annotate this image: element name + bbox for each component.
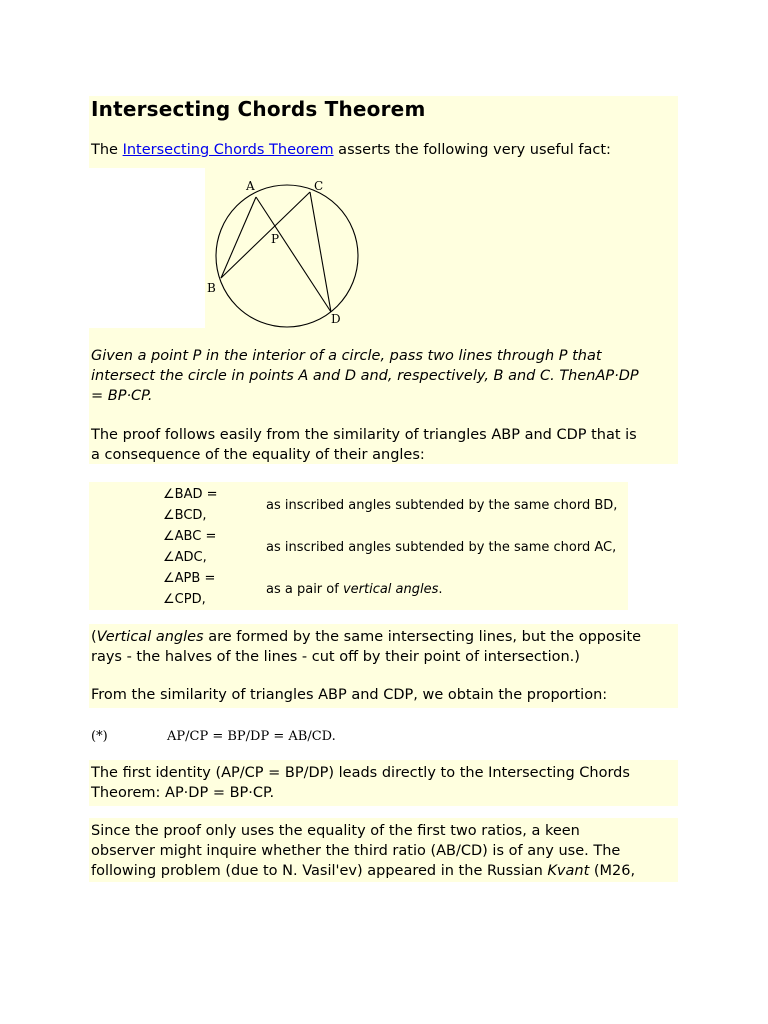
angle-line: ∠ABC = xyxy=(163,529,217,544)
label-p: P xyxy=(271,232,280,246)
closing-text: (M26, xyxy=(589,863,636,879)
first-identity xyxy=(91,763,630,803)
proportion-equation: AP/CP = BP/DP = AB/CD. xyxy=(167,729,336,744)
label-a: A xyxy=(246,179,255,193)
angle-line: ∠BCD, xyxy=(163,508,207,523)
reason-term: vertical angles xyxy=(342,581,439,597)
proof-line: The proof follows easily from the similarity of triangles ABP and CDP that is xyxy=(91,427,637,443)
intro-paragraph xyxy=(91,140,611,160)
proof-line: a consequence of the equality of their angles: xyxy=(91,447,425,463)
reason-text: as a pair of xyxy=(266,581,343,597)
label-c: C xyxy=(314,179,324,193)
intro-prefix: The xyxy=(91,142,123,158)
vertical-angles-note xyxy=(91,627,641,667)
theorem-link[interactable]: Intersecting Chords Theorem xyxy=(122,142,334,158)
angle-line: ∠ADC, xyxy=(163,550,207,565)
note-text: are formed by the same intersecting lines, but the opposite xyxy=(203,629,642,645)
label-b: B xyxy=(207,281,216,295)
angle-lhs xyxy=(163,484,266,526)
note-line xyxy=(91,627,641,647)
table-row xyxy=(163,568,617,610)
statement-line: = BP·CP. xyxy=(91,388,153,404)
closing-text: following problem (due to N. Vasil'ev) appeared in the Russian xyxy=(91,863,548,879)
angle-equalities-table xyxy=(163,484,617,610)
angle-reason: as inscribed angles subtended by the same chord AC, xyxy=(266,539,617,555)
chord-cb xyxy=(221,192,310,278)
journal-name: Kvant xyxy=(547,863,590,879)
closing-line: observer might inquire whether the third ratio (AB/CD) is of any use. The xyxy=(91,843,621,859)
similarity-sentence: From the similarity of triangles ABP and CDP, we obtain the proportion: xyxy=(91,687,608,703)
angle-line: ∠APB = xyxy=(163,571,216,586)
segment-ab xyxy=(221,197,256,278)
reason-text: . xyxy=(438,581,443,597)
statement-line: Given a point P in the interior of a circle, pass two lines through P that xyxy=(91,348,602,364)
chord-ad xyxy=(256,197,331,312)
angle-reason: as inscribed angles subtended by the same chord BD, xyxy=(266,497,618,513)
table-row xyxy=(163,526,617,568)
angle-line: ∠CPD, xyxy=(163,592,206,607)
closing-line: Since the proof only uses the equality of the first two ratios, a keen xyxy=(91,823,580,839)
note-paren: ( xyxy=(91,629,97,645)
closing-line xyxy=(91,861,635,881)
statement-line: intersect the circle in points A and D and, respectively, B and C. ThenAP·DP xyxy=(91,368,639,384)
intro-suffix: asserts the following very useful fact: xyxy=(333,142,611,158)
proof-intro xyxy=(91,425,637,465)
label-d: D xyxy=(331,312,341,326)
table-row xyxy=(163,484,617,526)
proportion-marker: (*) xyxy=(91,729,108,744)
angle-lhs xyxy=(163,526,266,568)
angle-reason xyxy=(266,568,617,610)
page-title: Intersecting Chords Theorem xyxy=(91,97,426,121)
identity-line: Theorem: AP·DP = BP·CP. xyxy=(91,785,275,801)
chord-diagram xyxy=(205,170,365,332)
angle-lhs xyxy=(163,568,266,610)
segment-cd xyxy=(310,192,331,312)
note-term: Vertical angles xyxy=(96,629,204,645)
circle-shape xyxy=(216,185,358,327)
identity-line: The first identity (AP/CP = BP/DP) leads directly to the Intersecting Chords xyxy=(91,765,630,781)
theorem-statement xyxy=(91,346,639,406)
angle-line: ∠BAD = xyxy=(163,487,218,502)
closing-paragraph xyxy=(91,821,635,881)
note-line: rays - the halves of the lines - cut off by their point of intersection.) xyxy=(91,649,580,665)
